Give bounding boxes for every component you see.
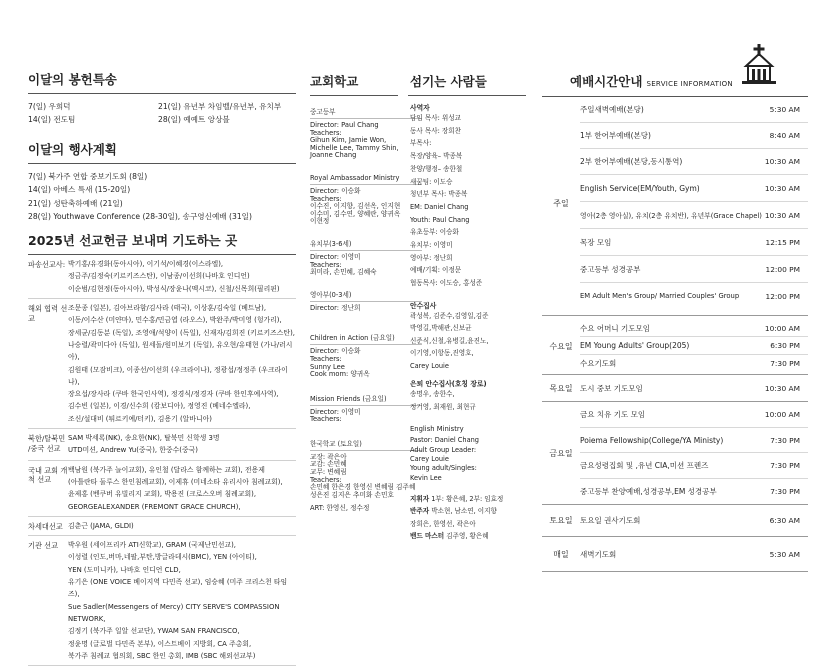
service-time: 5:30 AM: [769, 549, 800, 559]
school-section-line: 최미라, 손민혜, 김혜숙: [310, 268, 377, 277]
mission-line: 장요섭/장사라 (쿠바 한국인사역), 정경식/정경자 (쿠바 한인후예사역),: [68, 390, 279, 399]
service-list: [580, 505, 808, 536]
service-name: 토요일 권사기도회: [580, 516, 641, 525]
mission-line: 김수빈 (일본), 이경/신수희 (캄보디아), 정영진 (베네수엘라),: [68, 402, 251, 411]
retired-heading: 은퇴 안수집사(호칭 장로): [410, 380, 487, 389]
service-time: 7:30 PM: [770, 435, 800, 445]
service-name: Poiema Fellowship(College/YA Ministy): [580, 435, 724, 445]
music-item: [410, 493, 536, 506]
mission-label: 해외 협력 선교: [28, 304, 68, 323]
church-school-title: 교회학교: [310, 74, 359, 89]
service-time: 6:30 PM: [770, 341, 800, 350]
service-day: 수요일: [549, 341, 573, 351]
service-group: [542, 316, 808, 375]
deacons-item: Carey Louie: [410, 361, 449, 370]
school-section-body: [310, 348, 422, 378]
music-item: [410, 505, 536, 518]
service-name: 금요 치유 기도 모임: [580, 410, 646, 419]
staff-item: 유치부: 이영미: [410, 241, 453, 250]
school-section-line: Director: 정난희: [310, 303, 361, 312]
staff-list: [410, 112, 536, 290]
service-time: 8:40 AM: [769, 131, 800, 140]
mission-label: 국내 교회 개척 선교: [28, 465, 68, 485]
divider: [310, 95, 398, 96]
event-item: 7(일) 북가주 연합 중보기도회 (8일): [28, 172, 148, 181]
mission-label: 기관 선교: [28, 541, 59, 551]
school-section-line: Teachers:: [310, 354, 342, 363]
school-section-line: 교감: 손민혜: [310, 460, 347, 469]
deacons-item: 신준식,신철,유병길,윤진노,: [410, 336, 489, 345]
school-section-line: Joanne Chang: [310, 151, 357, 160]
mission-row: [28, 255, 296, 299]
english-item: Adult Group Leader:: [410, 445, 477, 454]
retired-list: [410, 388, 536, 413]
school-section-line: 교장: 곽은아: [310, 452, 347, 461]
church-school-sections: [310, 106, 422, 513]
school-section-line: Teachers:: [310, 194, 342, 203]
service-item: [580, 202, 808, 229]
mission-row: [28, 536, 296, 666]
service-list: [580, 375, 808, 401]
mission-label: 북한/탈북민 /중국 선교: [28, 434, 66, 453]
service-group: [542, 97, 808, 316]
school-section-line: Michelle Lee, Tammy Shin,: [310, 143, 399, 152]
staff-item: 협동목사: 이도승, 홍성준: [410, 279, 483, 288]
mission-line: 정금주/김정숙(키르키즈스탄), 이남종/이선희(나바호 인디언): [68, 272, 250, 281]
service-title-en: SERVICE INFORMATION: [646, 80, 733, 88]
school-section-line: Director: 이영미: [310, 252, 361, 261]
service-item: [580, 537, 808, 571]
staff-item: Youth: Paul Chang: [410, 215, 470, 224]
column-announcements: [28, 0, 296, 666]
service-item: [580, 479, 808, 504]
school-section-line: Teachers:: [310, 128, 342, 137]
music-list: [410, 493, 536, 543]
english-item: Pastor: Daniel Chang: [410, 436, 479, 445]
service-item: [580, 375, 808, 401]
staff-heading: 사역자: [410, 104, 430, 112]
music-names: 1부: 황은혜, 2부: 임효정: [429, 494, 504, 503]
missions-table: [28, 255, 296, 666]
service-day: 주일: [553, 198, 569, 208]
deacons-heading: 안수집사: [410, 301, 437, 310]
staff-item: 영아부: 정난희: [410, 253, 453, 262]
music-names: 장희은, 한영선, 곽은아: [410, 519, 476, 528]
service-group: [542, 505, 808, 537]
church-icon: [742, 44, 776, 88]
school-section-body: [310, 454, 422, 513]
mission-label: 파송선교사:: [28, 260, 66, 270]
service-item: [580, 355, 808, 372]
special-offering-title: 이달의 봉헌특송: [28, 72, 117, 87]
service-item: [580, 402, 808, 428]
service-name: 금요성령집회 및 ,유년 CIA,미션 프렌즈: [580, 461, 709, 470]
service-item: [580, 123, 808, 149]
service-name: 주일새벽예배(본당): [580, 105, 644, 114]
service-time: 6:30 AM: [769, 516, 800, 525]
school-section-line: Cook mom: 양귀옥: [310, 370, 370, 379]
divider: [28, 93, 296, 94]
mission-line: (아틀란타 둘루스 한인침례교회), 이제휴 (미네소타 유리시아 침례교회),: [68, 477, 283, 486]
mission-label: 차세대선교: [28, 521, 63, 531]
staff-item: 청년부 목사: 박종복: [410, 190, 468, 199]
divider: [28, 163, 296, 164]
staff-item: 목장/양육– 박종복: [410, 152, 463, 161]
service-item: [580, 337, 808, 355]
staff-item: 유초등부: 이승화: [410, 228, 459, 237]
music-role: 지휘자: [410, 494, 430, 503]
school-section-line: Sunny Lee: [310, 362, 345, 371]
mission-values: [68, 464, 296, 513]
service-group: [542, 537, 808, 572]
service-item: [580, 320, 808, 337]
mission-line: 김원태 (모잠비크), 이종선/이선희 (우크라이나), 정광섭/정정주 (우크라이나),: [68, 365, 288, 386]
service-name: 1부 한어부예배(본당): [580, 131, 651, 140]
special-row: 7(일) 우희덕 21(일) 유년부 차임벨/유년부, 유치부: [28, 102, 282, 111]
service-item: [580, 175, 808, 202]
column-church-school: [310, 0, 422, 513]
service-name: 2부 한어부예배(본당,동시통역): [580, 157, 683, 166]
english-heading: English Ministry: [410, 425, 464, 434]
mission-values: [68, 302, 296, 425]
mission-line: YEN (도미니카), 나바호 인디언 CLD,: [68, 565, 181, 574]
staff-item: EM: Daniel Chang: [410, 202, 469, 211]
mission-line: 박우원 (세이프리카 ATI신학교), GRAM (국제난민선교),: [68, 541, 236, 550]
school-section-line: ART: 한영신, 정수정: [310, 504, 370, 513]
divider: [408, 95, 526, 96]
mission-line: UTD미션, Andrew Yu(중국), 한중수(중국): [68, 446, 198, 455]
service-item: [580, 453, 808, 479]
english-item: Kevin Lee: [410, 473, 442, 482]
staff-item: 동사 목사: 장희찬: [410, 126, 462, 135]
school-section-line: 이현정: [310, 217, 330, 226]
service-time: 12:15 PM: [765, 237, 800, 247]
service-name: 중고등부 성경공부: [580, 264, 641, 274]
mission-line: 정윤명 (글로벌 다민족 본부), 이스트베이 지방회, CA 주총회,: [68, 639, 252, 648]
mission-line: 김정기 (북가주 일알 선교단), YWAM SAN FRANCISCO,: [68, 627, 240, 636]
special-row: 14(일) 전도팀 28(일) 예예트 앙상블: [28, 115, 230, 124]
service-time: 10:30 AM: [764, 183, 800, 193]
mission-values: [68, 432, 296, 457]
service-time: 10:00 AM: [764, 323, 800, 333]
events-list: [28, 170, 296, 223]
school-section-heading: 한국학교 (토요일): [310, 438, 422, 451]
staff-item: 예배/기획: 이정문: [410, 266, 462, 275]
mission-line: GEORGEALEXANDER (FREMONT GRACE CHURCH),: [68, 502, 241, 511]
mission-values: [68, 520, 296, 532]
service-item: [580, 283, 808, 309]
event-item: 21(일) 성탄축하예배 (21일): [28, 198, 123, 208]
staff-item: 새꿈팀: 이도승: [410, 177, 453, 186]
school-section-line: Director: Paul Chang: [310, 121, 379, 129]
mission-row: [28, 517, 296, 536]
school-section-body: [310, 409, 422, 424]
school-section-line: 성은진 김지은 추미화 손민호: [310, 490, 394, 499]
service-item: [580, 256, 808, 283]
service-name: EM Young Adults' Group(205): [580, 341, 690, 350]
service-day: 금요일: [549, 448, 573, 458]
english-list: [410, 436, 536, 482]
mission-line: 김춘근 (JAMA, GLDI): [68, 521, 134, 530]
deacons-item: 박영길,박해관,신보균: [410, 324, 472, 333]
deacons-item: 이기영,이항동,진영호,: [410, 349, 474, 358]
deacons-list: [410, 310, 536, 373]
service-group: [542, 375, 808, 402]
event-item: 14(일) 아베스 특새 (15-20일): [28, 185, 131, 195]
mission-line: 조문종 (일본), 김아브라함/김사라 (태국), 이상훈/김숙일 (베트남),: [68, 304, 267, 313]
staff-item: 담임 목사: 위성교: [410, 114, 462, 122]
mission-line: 장세균/김동분 (독일), 조영애/석양이 (독일), 신재자/김희진 (키르키즈스탄),: [68, 328, 295, 337]
staff-item: 찬양/행정– 송한철: [410, 164, 463, 173]
school-section-body: [310, 254, 422, 277]
music-role: 밴드 마스터: [410, 532, 445, 541]
mission-line: SAM 박세록(NK), 송요한(NK), 탈북민 신학생 3명: [68, 434, 220, 443]
service-item: [580, 97, 808, 123]
service-day: 매일: [553, 549, 569, 559]
mission-line: 이성렬 (인도,버마,네팔,부탄,방글라데시(BMC), YEN (아이티),: [68, 553, 257, 562]
music-item: [410, 530, 536, 543]
mission-line: 북가주 침례교 협의회, SBC 한인 총회, IMB (SBC 해외선교부): [68, 651, 256, 660]
music-names: 박소현, 남소연, 이지향: [429, 507, 497, 516]
service-time: 12:00 PM: [765, 291, 800, 301]
service-name: 수요기도회: [580, 359, 617, 368]
school-section-line: Teachers:: [310, 415, 342, 424]
school-section-line: Director: 이승화: [310, 186, 361, 195]
school-section-heading: Mission Friends (금요일): [310, 393, 422, 406]
school-section-line: Gihun Kim, Jamie Won,: [310, 136, 387, 145]
service-time: 5:30 AM: [769, 105, 800, 114]
missions-title: 2025년 선교헌금 보내며 기도하는 곳: [28, 233, 238, 249]
mission-line: 나승렬/곽미다아 (독일), 원세돌/원미보기 (독일), 유오현/유태현 (가나/러시아),: [68, 340, 293, 362]
service-title: 예배시간안내: [570, 74, 643, 89]
servants-title: 섬기는 사람들: [410, 74, 487, 89]
service-day: 목요일: [549, 383, 573, 393]
service-day: 토요일: [549, 516, 573, 525]
service-item: [580, 428, 808, 453]
service-item: [580, 149, 808, 175]
service-time: 10:30 AM: [764, 157, 800, 166]
school-section-heading: 영아부(0-3세): [310, 289, 422, 302]
service-name: 도시 중보 기도모임: [580, 383, 643, 393]
column-service-info: [542, 0, 808, 572]
school-section-heading: 유치부(3-6세): [310, 238, 422, 251]
mission-values: [68, 539, 296, 662]
service-item: [580, 229, 808, 256]
service-time: 7:30 PM: [770, 461, 800, 470]
school-section-line: Teachers:: [310, 475, 342, 484]
service-table: [542, 97, 808, 572]
mission-line: Sue Sadler(Messengers of Mercy) CITY SERVE'S COMPASSION NETWORK,: [68, 602, 280, 623]
deacons-item: 곽성복, 김준수,김영일,김준: [410, 311, 489, 320]
service-item: [580, 505, 808, 536]
mission-row: [28, 299, 296, 429]
service-time: 7:30 PM: [770, 359, 800, 368]
school-section-line: 이수진, 이지향, 김선옥, 인지현: [310, 202, 401, 211]
school-section-heading: 중고등부: [310, 106, 422, 119]
school-section-heading: Children in Action (금요일): [310, 332, 422, 345]
music-role: 반주자: [410, 507, 430, 516]
music-names: 김주영, 황은혜: [444, 532, 489, 541]
mission-values: [68, 258, 296, 295]
special-offering-list: [28, 100, 296, 126]
events-title: 이달의 행사계획: [28, 142, 117, 157]
service-group: [542, 402, 808, 505]
service-time: 12:00 PM: [765, 264, 800, 274]
school-section-heading: Royal Ambassador Ministry: [310, 174, 422, 185]
school-section-line: Teachers:: [310, 260, 342, 269]
school-section-line: 교무: 변혜림: [310, 468, 347, 477]
school-section-line: 손민혜 한은경 한영신 변혜림 김주혜: [310, 483, 416, 492]
school-section-body: [310, 188, 422, 226]
event-item: 28(일) Youthwave Conference (28-30일), 송구영신예배 (31일): [28, 211, 252, 221]
mission-line: 백남원 (북가주 늘이교회), 유인철 (달라스 함께하는 교회), 전용제: [68, 465, 265, 474]
mission-line: 조신/설대비 (튀르키예/터키), 김용기 (알바니아): [68, 414, 212, 423]
service-list: [580, 537, 808, 571]
service-list: [580, 97, 808, 309]
mission-row: [28, 461, 296, 517]
school-section-line: 이수미, 김수연, 양혜란, 양귀옥: [310, 209, 401, 218]
service-list: [580, 320, 808, 372]
school-section-body: [310, 122, 422, 160]
mission-line: 윤제홍 (벤쿠버 유빌리지 교회), 박용진 (크로스오버 침례교회),: [68, 490, 257, 499]
mission-line: 이순범/김현정(동아시아), 박성식/장윤나(멕시코), 신철/신목희(필리핀): [68, 284, 280, 293]
mission-row: [28, 429, 296, 461]
service-time: 10:00 AM: [764, 410, 800, 419]
service-time: 7:30 PM: [770, 487, 800, 496]
service-time: 10:30 AM: [764, 210, 800, 220]
service-name: English Service(EM/Youth, Gym): [580, 183, 700, 193]
school-section-line: Director: 이승화: [310, 347, 361, 356]
mission-line: 박기홍/유경화(동아시아), 이기석/이혜경(이스라엘),: [68, 260, 224, 269]
service-list: [580, 402, 808, 504]
service-name: 수요 어머니 기도모임: [580, 323, 650, 333]
music-item: [410, 518, 536, 531]
retired-item: 정기영, 최재원, 최현규: [410, 402, 476, 411]
service-time: 10:30 AM: [764, 383, 800, 393]
english-item: Carey Louie: [410, 454, 449, 463]
column-servants: [408, 0, 536, 543]
mission-line: 유기은 (ONE VOICE 베이지역 다민족 선교), 임승혜 (미주 크리스천 타임즈),: [68, 578, 288, 599]
school-section-body: [310, 305, 422, 313]
service-name: EM Adult Men's Group/ Married Couples' Group: [580, 292, 740, 300]
service-name: 새벽기도회: [580, 549, 617, 559]
service-name: 목장 모임: [580, 237, 612, 247]
english-item: Young adult/Singles:: [410, 464, 477, 473]
retired-item: 송명우, 송한수,: [410, 390, 455, 399]
service-name: 영아(2층 영아실), 유치(2층 유치반), 유년부(Grace Chapel): [580, 212, 762, 220]
mission-line: 이동/이수산 (미얀마), 민수홍/민금엽 (라오스), 박완주/박미영 (헝가리),: [68, 316, 282, 325]
school-section-line: Director: 이영미: [310, 407, 361, 416]
service-name: 중고등부 찬양예배,성경공부,EM 성경공부: [580, 487, 717, 496]
staff-item: 부목사:: [410, 139, 432, 148]
